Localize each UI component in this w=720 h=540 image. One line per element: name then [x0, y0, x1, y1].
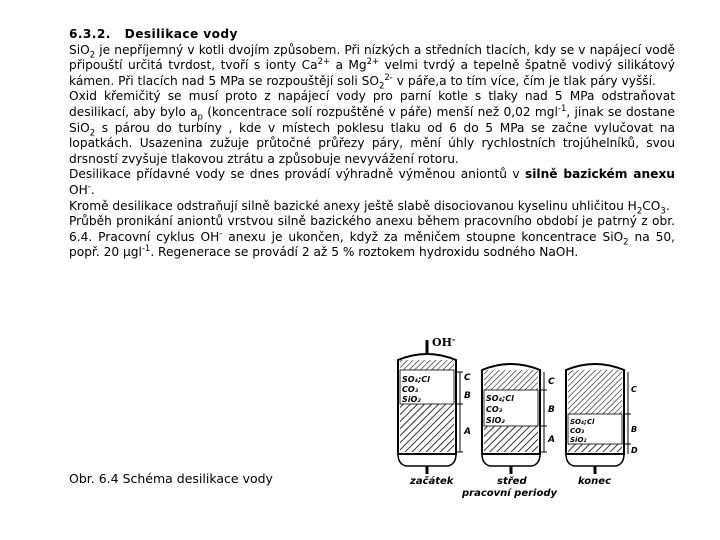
superscript: 2-	[384, 72, 393, 83]
document-body	[69, 27, 675, 261]
layer-label: SiO₂	[570, 436, 587, 444]
text: CO	[642, 198, 661, 213]
section-title: Desilikace vody	[124, 27, 238, 41]
side-label: B	[464, 391, 471, 401]
text: SiO	[69, 42, 90, 57]
text: Oxid křemičitý se musí proto z napájecí vody pro parní kotle s tlaky nad 5 MPa odstraňovat desilikací, aby bylo a	[69, 89, 675, 119]
text: je nepříjemný v kotli dvojím způsobem. Při nízkých a středních tlacích, kdy se v napájecí vodě připouští určitá tvrdost, tvoří s ionty Ca	[69, 42, 675, 73]
subscript: 2	[89, 128, 96, 138]
paragraph-5	[69, 214, 675, 261]
layer-label: CO₃	[570, 427, 585, 435]
column-label-middle: střed	[497, 476, 527, 487]
subscript: 2	[378, 81, 385, 92]
layer-label: SO₄;Cl	[570, 418, 595, 426]
subscript: p	[197, 112, 203, 123]
period-label: pracovní periody	[462, 488, 558, 499]
text: s párou do turbíny , kde v místech poklesu tlaku od 6 do 5 MPa se začne vylučovat na lopatkách. Usazenina zužuje průtočné průřezy páry, mění úhly rychlostních trojúhelníků, svou drsností zvyšuje tlakovou ztrátu a způsobuje nevyvážení rotoru.	[69, 120, 675, 166]
column-start	[398, 354, 471, 474]
layer-label: SO₄;Cl	[486, 394, 514, 403]
layer-label: SO₄;Cl	[402, 375, 430, 384]
text: Kromě desilikace odstraňují silně bazické anexy ještě slabě disociovanou kyselinu uhličitou H	[69, 198, 637, 213]
column-middle	[482, 364, 555, 474]
superscript: 2+	[317, 57, 331, 68]
column-end	[566, 364, 638, 474]
side-label: C	[548, 377, 555, 387]
text: Průběh pronikání aniontů vrstvou silně bazického anexu během pracovního období je patrný z obr. 6.4. Pracovní cyklus OH	[69, 214, 675, 244]
text: v páře,a to tím více, čím je tlak páry vyšší.	[392, 73, 656, 88]
section-number: 6.3.2.	[69, 27, 111, 41]
figure-caption: Obr. 6.4 Schéma desilikace vody	[69, 471, 273, 486]
subscript: 2	[89, 50, 96, 61]
side-label: C	[464, 373, 471, 383]
side-label: C	[631, 385, 637, 394]
text: (koncentrace solí rozpuštěné v páře) menší než 0,02 mgl	[202, 104, 558, 119]
superscript: 2+	[366, 57, 380, 68]
text: velmi tvrdý a tepelně špatně vodivý silikátový kámen. Při tlacích nad 5 MPa se rozpouštějí soli SO	[69, 58, 675, 88]
side-label: B	[631, 425, 638, 434]
column-label-end: konec	[578, 476, 611, 487]
section-heading	[69, 27, 675, 43]
text: .	[90, 182, 95, 197]
text: anexu je ukončen, když za měničem stoupne koncentrace SiO	[222, 229, 624, 244]
superscript: -	[219, 228, 223, 239]
text: na 50, popř. 20 μgl	[69, 229, 675, 260]
subscript: 2	[636, 205, 643, 216]
layer-label: CO₃	[486, 405, 503, 414]
bold-term: silně bazickém anexu	[525, 167, 675, 182]
side-label: D	[631, 446, 638, 455]
superscript: -1	[141, 244, 151, 255]
subscript: 2	[623, 237, 629, 248]
paragraph-1	[69, 43, 675, 90]
layer-label: CO₃	[402, 385, 419, 394]
side-label: B	[548, 405, 555, 415]
paragraph-2	[69, 89, 675, 167]
side-label: A	[464, 427, 471, 437]
column-label-start: začátek	[410, 476, 454, 487]
layer-label: SiO₂	[486, 416, 505, 425]
text: , jinak se dostane SiO	[69, 104, 675, 135]
text: . Regenerace se provádí 2 až 5 % roztokem hydroxidu sodného NaOH.	[150, 245, 579, 260]
layer-label: SiO₂	[402, 395, 421, 404]
desilication-diagram	[390, 332, 640, 502]
superscript: -	[87, 181, 91, 192]
side-label: A	[548, 435, 555, 445]
paragraph-3	[69, 167, 675, 198]
superscript: -1	[557, 103, 567, 114]
paragraph-4	[69, 199, 675, 215]
subscript: 3	[660, 205, 666, 216]
inlet-label: OH-	[432, 334, 456, 349]
text: .	[665, 198, 670, 213]
text: Desilikace přídavné vody se dnes provádí výhradně výměnou aniontů v	[69, 167, 525, 182]
text: a Mg	[330, 58, 367, 73]
text: OH	[69, 182, 88, 197]
